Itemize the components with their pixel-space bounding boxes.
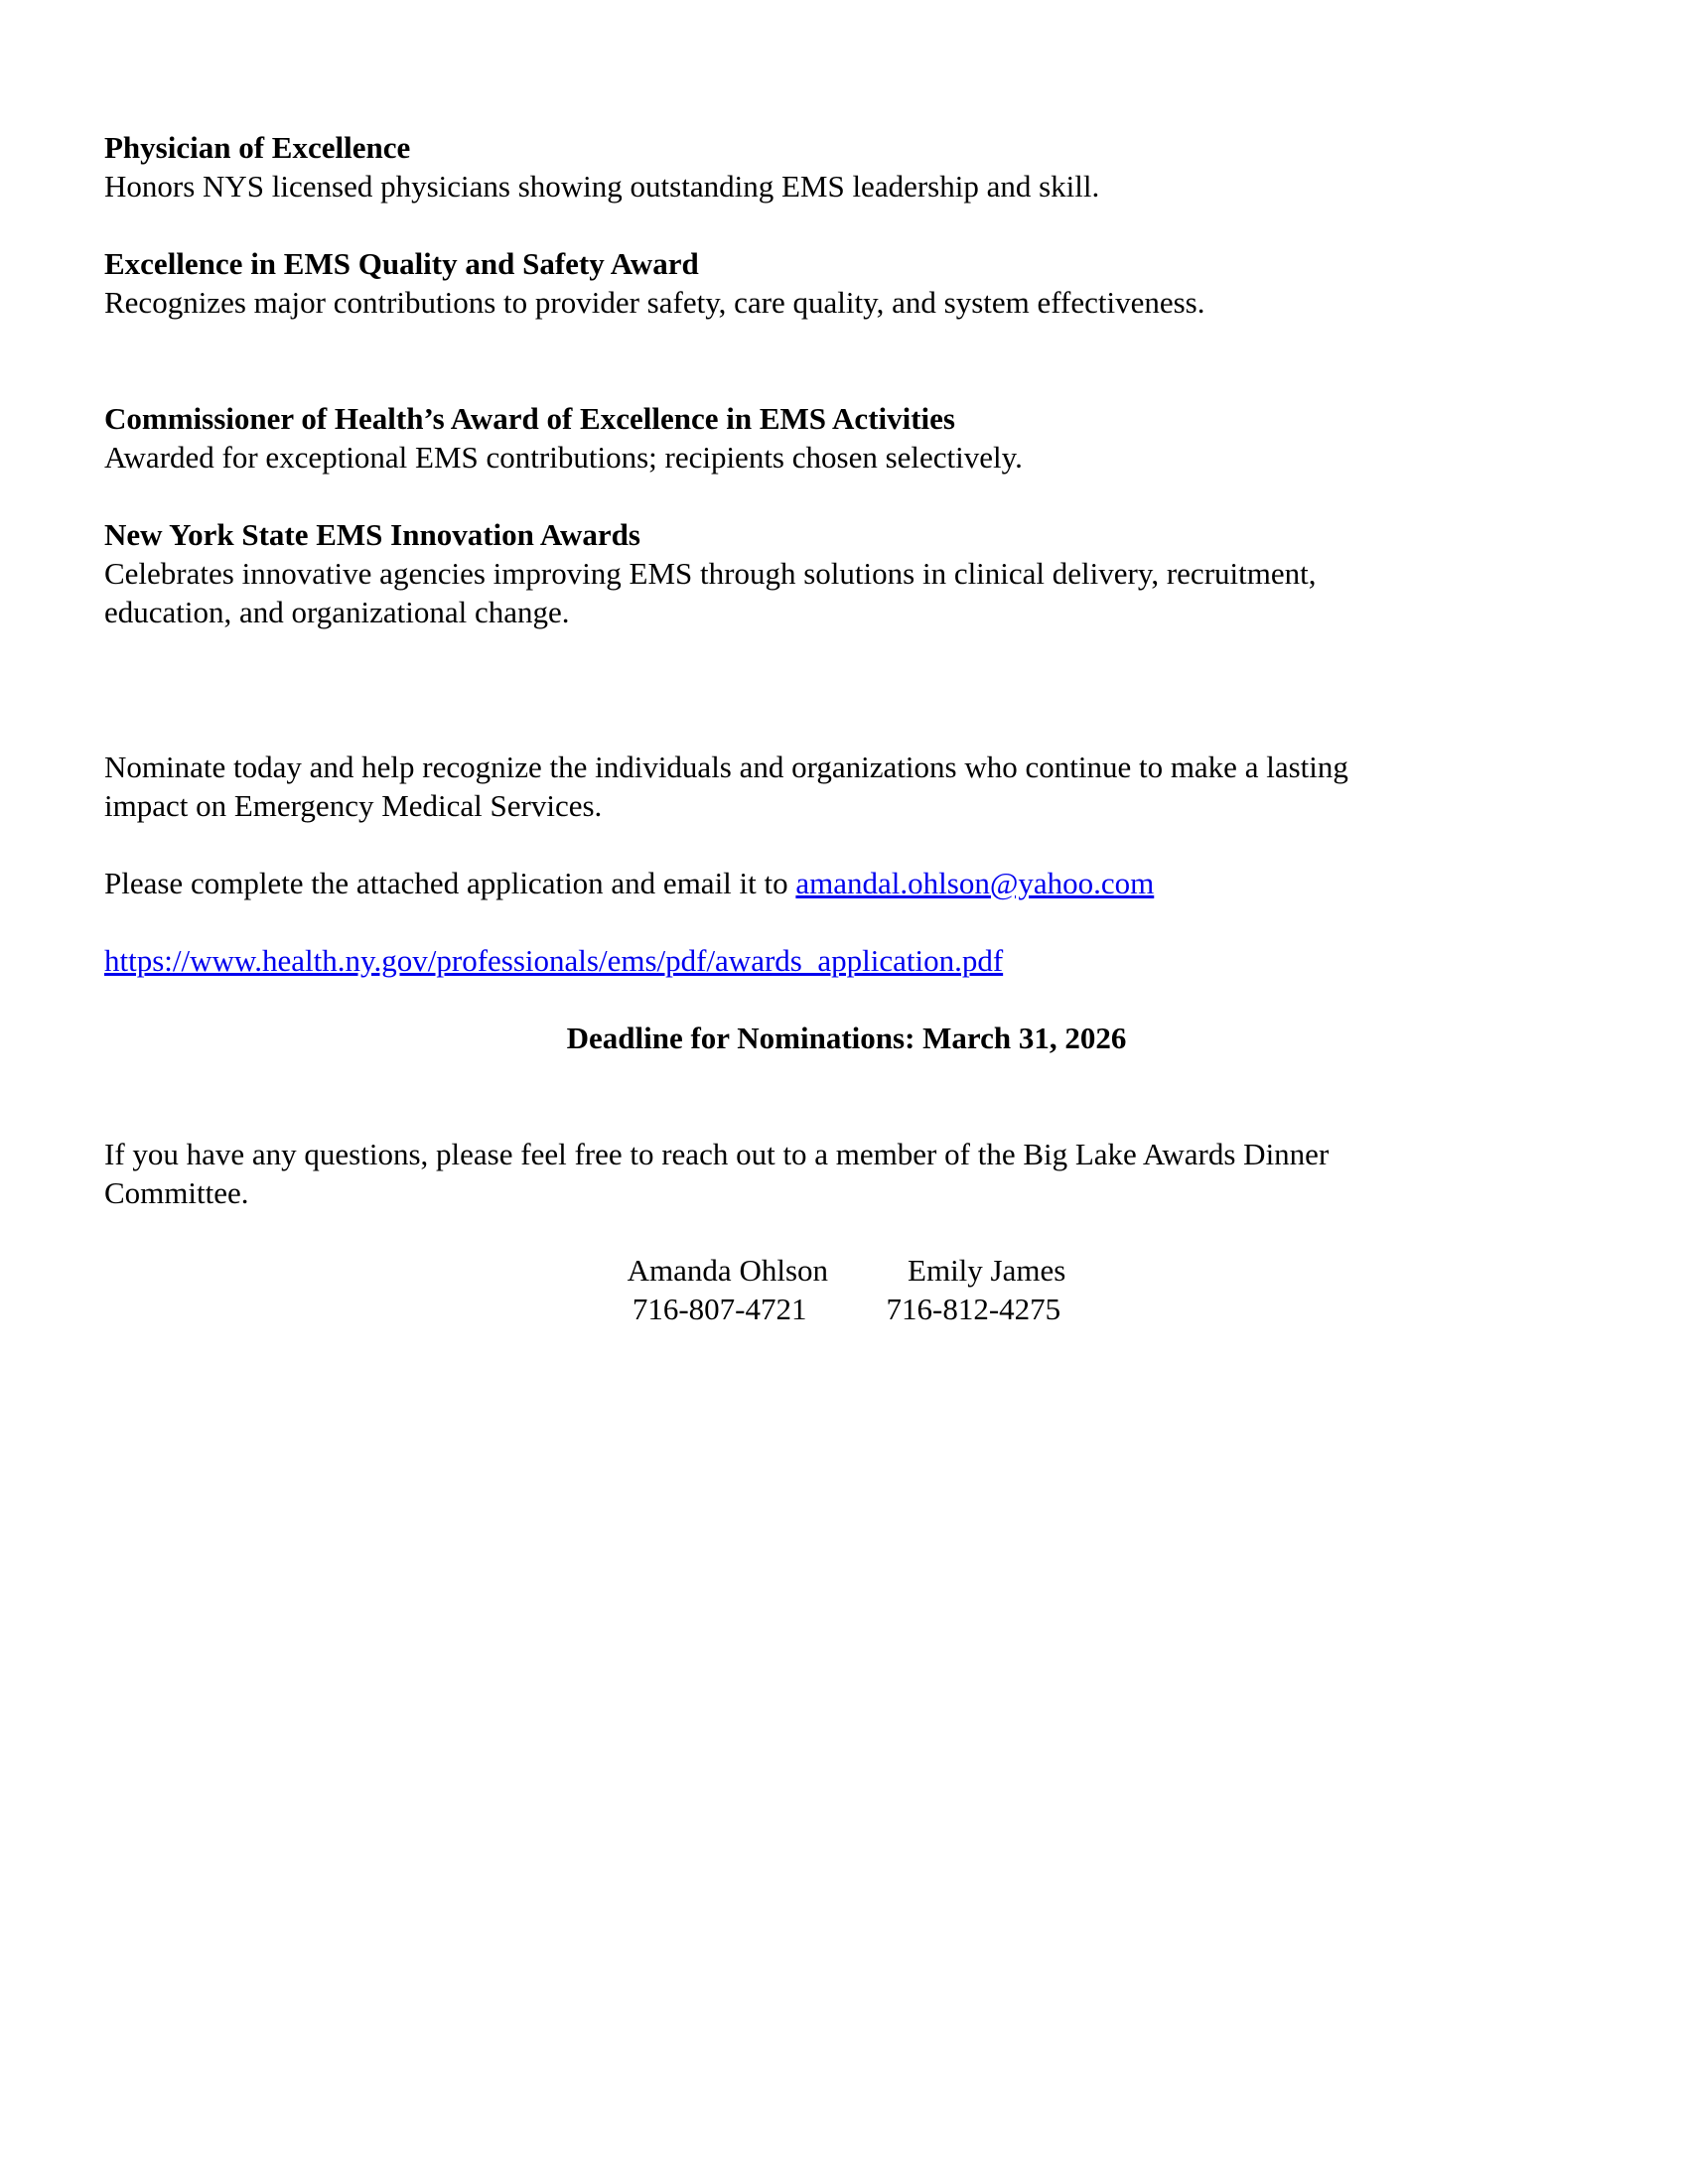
contact-names-row	[104, 1251, 1589, 1290]
application-instruction-paragraph	[104, 864, 1589, 902]
email-link[interactable]: amandal.ohlson@yahoo.com	[795, 866, 1155, 900]
award-description-line: Honors NYS licensed physicians showing outstanding EMS leadership and skill.	[104, 169, 1100, 204]
award-section-commissioner-of-health	[104, 399, 1589, 477]
award-title: Physician of Excellence	[104, 130, 411, 165]
award-description-line: Recognizes major contributions to provider safety, care quality, and system effectiveness.	[104, 285, 1205, 320]
contact-name: Amanda Ohlson	[627, 1253, 829, 1288]
contact-phone: 716-812-4275	[886, 1292, 1061, 1326]
committee-contacts	[104, 1251, 1589, 1328]
deadline-heading: Deadline for Nominations: March 31, 2026	[566, 1021, 1127, 1055]
application-instruction-line	[104, 864, 1589, 902]
nominate-paragraph	[104, 748, 1589, 825]
application-url-link[interactable]: https://www.health.ny.gov/professionals/ems/pdf/awards_application.pdf	[104, 943, 1004, 978]
award-section-physician-of-excellence	[104, 128, 1589, 205]
contact-phone: 716-807-4721	[632, 1292, 807, 1326]
award-title: Excellence in EMS Quality and Safety Award	[104, 246, 699, 281]
contact-name: Emily James	[908, 1253, 1066, 1288]
award-description-line: education, and organizational change.	[104, 595, 570, 629]
application-instruction-text: Please complete the attached application and email it to	[104, 866, 796, 900]
deadline-paragraph	[104, 1019, 1589, 1057]
award-section-quality-and-safety	[104, 244, 1589, 322]
application-url-paragraph	[104, 941, 1589, 980]
award-section-ems-innovation	[104, 515, 1589, 631]
award-description-line: Celebrates innovative agencies improving EMS through solutions in clinical delivery, recruitment,	[104, 556, 1317, 591]
questions-line: If you have any questions, please feel free to reach out to a member of the Big Lake Awards Dinner	[104, 1137, 1330, 1171]
contact-phones-row	[104, 1290, 1589, 1328]
award-title: Commissioner of Health’s Award of Excellence in EMS Activities	[104, 401, 955, 436]
questions-paragraph	[104, 1135, 1589, 1212]
nominate-line: Nominate today and help recognize the individuals and organizations who continue to make a lasting	[104, 750, 1348, 784]
questions-line: Committee.	[104, 1175, 249, 1210]
award-title: New York State EMS Innovation Awards	[104, 517, 640, 552]
nominate-line: impact on Emergency Medical Services.	[104, 788, 603, 823]
award-description-line: Awarded for exceptional EMS contributions; recipients chosen selectively.	[104, 440, 1023, 475]
